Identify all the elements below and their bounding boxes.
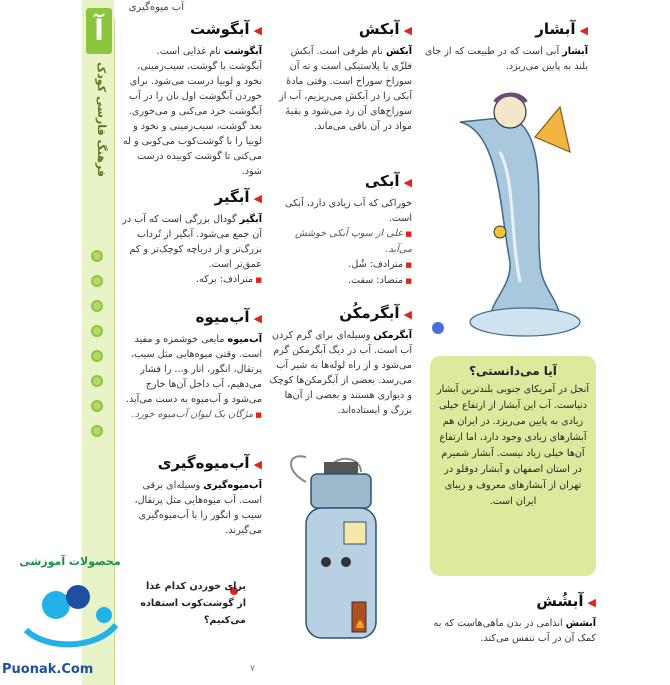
dot-icon — [91, 275, 103, 287]
entry-heading: ◀آب‌میوه‌گیری — [157, 454, 262, 472]
waterfall-illustration — [440, 92, 590, 342]
entry-body: آبشار آبی است که در طبیعت که از جای بلند به پایین می‌ریزد. — [424, 46, 588, 72]
page-number: ۷ — [250, 664, 255, 674]
entry-body: خوراکی که آب زیادی دارد، آبکی است. — [285, 198, 412, 224]
entry-body: آبگوشت نام غذایی است. آبگوشت با گوشت، سیب‌زمینی، نخود و لوبیا درست می‌شود. برای خوردن آبگوشت اول نان را در آب آبگوشت خرد می‌کنی و می‌خوری. بعد گوشت، سیب‌زمینی و نخود و لوبیا را با گوشت‌کوب می‌کوبی و له می‌کنی تا گوشت کوبیده درست شود. — [122, 46, 262, 177]
tip-text: برای خوردن کدام غذا از گوشت‌کوب استفاده می‌کنیم؟ — [140, 581, 246, 626]
entry-abmivegiri — [122, 454, 262, 538]
watermark-url: Puonak.Com — [2, 662, 94, 677]
entry-body: آبگرمکن وسیله‌ای برای گرم کردن آب است. آب در دیگ آبگرمکن گرم می‌شود و از راه لوله‌ها به شیر آب می‌رسد. بعضی از آبگرمکن‌ها کوچک و دیواری هستند و بعضی از آن‌ها بزرگ و ایستاده‌اند. — [269, 330, 412, 416]
did-you-know-text: آنجل در آمریکای جنوبی بلندترین آبشار دنیاست. آب این آبشار از ارتفاع خیلی زیادی به پایین می‌ریزد. در ایران هم آبشارهای زیادی وجود دارد، اما ارتفاع آن‌ها خیلی زیاد نیست. آبشار شمیرم در استان اصفهان و آبشار دوقلو در تهران از آبشارهای معروف و زیبای ایران است. — [436, 384, 590, 507]
entry-abkesh — [268, 20, 412, 134]
entry-example: ■ علی از سوپ آبکی خوشش می‌آید. — [268, 226, 412, 257]
entry-heading: ◀آبگیر — [214, 188, 262, 206]
entry-abshar — [420, 20, 588, 74]
dot-icon — [91, 400, 103, 412]
entry-body: آبگیر گودال بزرگی است که آب در آن جمع می‌شود. آبگیر از تُرداب بزرگ‌تر و از دریاچه کوچک‌تر و کم عمق‌تر است. — [122, 214, 262, 270]
triangle-icon: ◀ — [253, 24, 262, 37]
dot-icon — [91, 375, 103, 387]
entry-heading: ◀آبکی — [364, 172, 412, 190]
entry-abgarmkon — [268, 304, 412, 418]
dot-icon — [91, 325, 103, 337]
running-head: آب میوه‌گیری — [128, 2, 184, 13]
water-heater-illustration — [266, 452, 416, 662]
entry-antonym: ■ متضاد: سفت. — [268, 273, 412, 289]
entry-body: آب‌میوه‌گیری وسیله‌ای برقی است. آب میوه‌هایی مثل پرتقال، سیب و انگور را با آب‌میوه‌گیری می‌گیرند. — [134, 480, 262, 536]
triangle-icon: ◀ — [253, 192, 262, 205]
entry-body: آب‌میوه مایعی خوشمزه و مفید است. وقتی میوه‌هایی مثل سیب، پرتقال، انگور، انار و... را فشار می‌دهیم، آب داخل آن‌ها خارج می‌شود و آب‌میوه به دست می‌آید. — [125, 334, 262, 405]
watermark-tagline: محصولات آموزشی — [19, 555, 121, 568]
dot-icon — [91, 250, 103, 262]
book-title: فرهنگ فارسی کودک — [95, 62, 108, 177]
page-header — [114, 0, 670, 18]
entry-heading: ◀آب‌میوه — [195, 308, 262, 326]
triangle-icon: ◀ — [587, 596, 596, 609]
entry-abgir — [122, 188, 262, 288]
entry-body: آبشش اندامی در بدن ماهی‌هاست که به کمک آن در آب تنفس می‌کند. — [433, 618, 596, 644]
entry-body: آبکش نام ظرفی است. آبکش فلزّی یا پلاستیکی است و ته آن سوراخ سوراخ است. وقتی مادهٔ آبکی را در آبکش می‌ریزیم، آب از سوراخ‌های آن رد می‌شود و بقیهٔ مواد در آن باقی می‌ماند. — [279, 46, 412, 132]
entry-abgusht — [122, 20, 262, 179]
puonak-logo — [16, 575, 128, 655]
triangle-icon: ◀ — [403, 24, 412, 37]
triangle-icon: ◀ — [403, 308, 412, 321]
entry-heading: ◀آبشُش — [536, 592, 596, 610]
did-you-know-title: آیا می‌دانستی؟ — [469, 364, 557, 378]
entry-abaki — [268, 172, 412, 289]
letter-tab: آ — [86, 8, 112, 54]
entry-abshosh — [424, 592, 596, 646]
triangle-icon: ◀ — [403, 176, 412, 189]
triangle-icon: ◀ — [579, 24, 588, 37]
triangle-icon: ◀ — [253, 458, 262, 471]
decorative-dots — [91, 250, 107, 450]
entry-synonym: ■ مترادف: برکه. — [122, 272, 262, 288]
entry-heading: ◀آبگرمکُن — [339, 304, 412, 322]
entry-heading: ◀آبکش — [358, 20, 412, 38]
entry-heading: ◀آبگوشت — [190, 20, 262, 38]
entry-synonym: ■ مترادف: شُل. — [268, 257, 412, 273]
entry-heading: ◀آبشار — [535, 20, 588, 38]
did-you-know-box — [430, 356, 596, 576]
entry-abmive — [122, 308, 262, 423]
entry-example: ■ مژگان یک لیوان آب‌میوه خورد. — [122, 407, 262, 423]
dot-icon — [91, 425, 103, 437]
dot-icon — [91, 350, 103, 362]
dot-icon — [91, 300, 103, 312]
triangle-icon: ◀ — [253, 312, 262, 325]
